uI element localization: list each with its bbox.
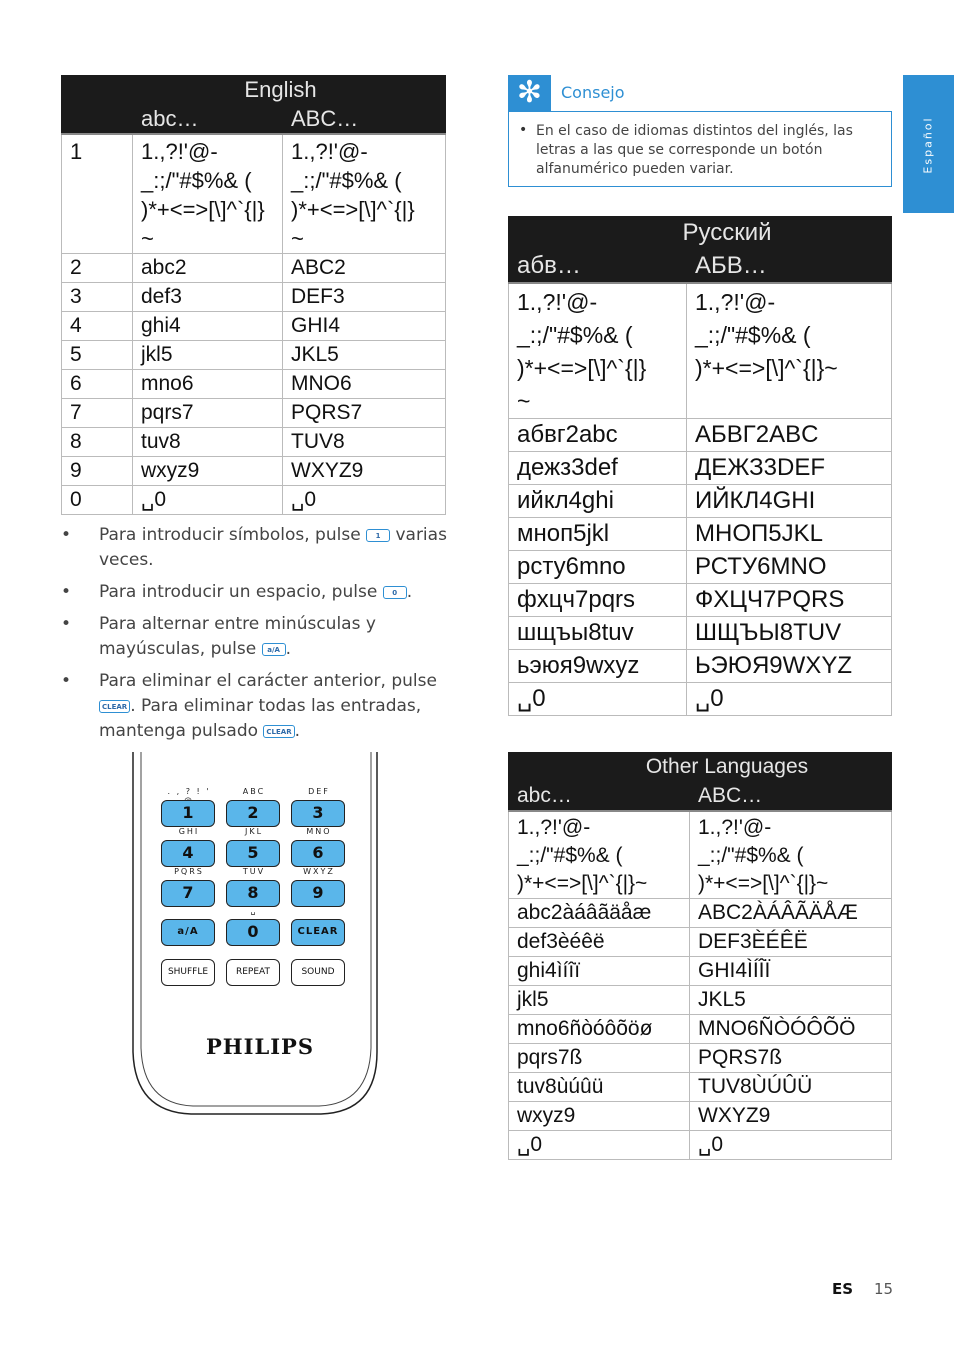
asterisk-icon: ✻: [508, 75, 551, 111]
header-upper: ABC…: [283, 105, 446, 135]
other-languages-key-table: [508, 752, 892, 1160]
instructions-list: [61, 523, 451, 751]
upper-cell: АБВГ2ABC: [687, 419, 892, 452]
upper-cell: GHI4ÌÍÎÏ: [690, 957, 892, 986]
key-letters-label: ABC: [242, 787, 266, 796]
remote-key-4-button: 4: [161, 840, 215, 867]
remote-key: [161, 906, 217, 948]
table-title: Other Languages: [509, 753, 892, 782]
remote-key: [291, 787, 347, 829]
table-row: [509, 419, 892, 452]
table-row: [509, 1131, 892, 1160]
table-row: [509, 1015, 892, 1044]
lower-cell: def3: [133, 283, 283, 312]
remote-key: [161, 827, 217, 869]
remote-key: [291, 827, 347, 869]
upper-cell: JKL5: [283, 341, 446, 370]
upper-cell: ␣0: [690, 1131, 892, 1160]
lower-cell: ghi4ìíîï: [509, 957, 690, 986]
upper-cell: ШЩЪЫ8TUV: [687, 617, 892, 650]
upper-cell: ␣0: [687, 683, 892, 716]
table-row: [62, 399, 446, 428]
upper-cell: МНОП5JKL: [687, 518, 892, 551]
key-letters-label: GHI: [178, 827, 200, 836]
table-title: Русский: [509, 217, 892, 250]
remote-key: [161, 867, 217, 909]
remote-key-8-button: 8: [226, 880, 280, 907]
upper-cell: ФХЦЧ7PQRS: [687, 584, 892, 617]
key-letters-label: PQRS: [174, 867, 204, 876]
table-row: [509, 617, 892, 650]
upper-cell: JKL5: [690, 986, 892, 1015]
remote-key-clear-button: CLEAR: [291, 919, 345, 946]
bullet-text: Para eliminar el carácter anterior, pulse: [99, 671, 437, 691]
key-button-icon: CLEAR: [263, 725, 294, 738]
lower-cell: рсту6mno: [509, 551, 687, 584]
key-letters-label: JKL: [244, 827, 264, 836]
table-row: [509, 518, 892, 551]
remote-key-sound-button: SOUND: [291, 959, 345, 986]
remote-key-9-button: 9: [291, 880, 345, 907]
remote-key: [226, 946, 282, 988]
bullet-text: .: [406, 582, 413, 602]
lower-cell: абвг2abc: [509, 419, 687, 452]
upper-cell: GHI4: [283, 312, 446, 341]
lower-cell: tuv8: [133, 428, 283, 457]
lower-cell: ьэюя9wxyz: [509, 650, 687, 683]
key-letters-label: MNO: [306, 827, 332, 836]
key-cell: 1: [62, 134, 133, 254]
upper-cell: РСТУ6MNO: [687, 551, 892, 584]
lower-cell: pqrs7ß: [509, 1044, 690, 1073]
upper-cell: MNO6: [283, 370, 446, 399]
upper-cell: DEF3: [283, 283, 446, 312]
lower-cell: ийкл4ghi: [509, 485, 687, 518]
upper-cell: WXYZ9: [690, 1102, 892, 1131]
remote-key: [291, 906, 347, 948]
key-button-icon: 1: [366, 529, 390, 542]
table-row: [62, 254, 446, 283]
remote-key: [226, 787, 282, 829]
key-button-icon: 0: [383, 586, 407, 599]
symbol-upper-cell: 1.,?!'@- _:;/"#$%& ( )*+<=>[\]^`{|}~: [687, 283, 892, 419]
lower-cell: def3èéêë: [509, 928, 690, 957]
upper-cell: ЬЭЮЯ9WXYZ: [687, 650, 892, 683]
table-row: [62, 428, 446, 457]
key-cell: 3: [62, 283, 133, 312]
symbol-upper-cell: 1.,?!'@- _:;/"#$%& ( )*+<=>[\]^`{|}~: [690, 811, 892, 899]
table-row: [62, 312, 446, 341]
key-cell: 0: [62, 486, 133, 515]
table-row: [509, 1102, 892, 1131]
lower-cell: wxyz9: [133, 457, 283, 486]
table-row: [62, 341, 446, 370]
remote-key-aa-button: a/A: [161, 919, 215, 946]
list-item: [61, 523, 451, 573]
lower-cell: abc2: [133, 254, 283, 283]
upper-cell: ABC2: [283, 254, 446, 283]
table-row: [509, 584, 892, 617]
upper-cell: DEF3ÈÉÊË: [690, 928, 892, 957]
bullet-text: Para alternar entre minúsculas y mayúsculas, pulse: [99, 614, 376, 659]
table-row: [509, 650, 892, 683]
lower-cell: mno6ñòóôõöø: [509, 1015, 690, 1044]
lower-cell: ␣0: [509, 683, 687, 716]
side-tab-label: Español: [921, 116, 935, 174]
key-letters-label: WXYZ: [303, 867, 335, 876]
key-cell: 6: [62, 370, 133, 399]
key-letters-label: . , ? ! ': [167, 787, 211, 796]
lower-cell: шщъы8tuv: [509, 617, 687, 650]
lower-cell: мноп5jkl: [509, 518, 687, 551]
bullet-text: . Para eliminar todas las entradas, mantenga pulsado: [99, 696, 422, 741]
bullet-text: Para introducir un espacio, pulse: [99, 582, 383, 602]
bullet-icon: •: [61, 671, 72, 691]
tip-box: [508, 111, 892, 187]
upper-cell: PQRS7ß: [690, 1044, 892, 1073]
header-lower: абв…: [509, 250, 687, 284]
upper-cell: ␣0: [283, 486, 446, 515]
table-row: [62, 457, 446, 486]
key-button-icon: a/A: [262, 643, 286, 656]
table-row: [62, 370, 446, 399]
lower-cell: дежз3def: [509, 452, 687, 485]
symbol-lower-cell: 1.,?!'@- _:;/"#$%& ( )*+<=>[\]^`{|} ~: [133, 134, 283, 254]
lower-cell: abc2àáâãäåæ: [509, 899, 690, 928]
lower-cell: jkl5: [133, 341, 283, 370]
key-cell: 7: [62, 399, 133, 428]
lower-cell: ␣0: [133, 486, 283, 515]
lower-cell: mno6: [133, 370, 283, 399]
bullet-text: varias veces.: [99, 525, 447, 570]
remote-key-5-button: 5: [226, 840, 280, 867]
page-number: 15: [874, 1280, 894, 1298]
lower-cell: wxyz9: [509, 1102, 690, 1131]
key-cell: 2: [62, 254, 133, 283]
remote-key: [226, 906, 282, 948]
header-lower: abc…: [509, 782, 690, 812]
list-item: [61, 580, 451, 605]
remote-key: [291, 867, 347, 909]
tip-text: En el caso de idiomas distintos del inglés, las letras a las que se corresponde un botón alfanumérico pueden variar.: [536, 123, 853, 177]
language-code: ES: [832, 1280, 854, 1298]
header-key-cell: [62, 105, 133, 135]
bullet-text: Para introducir símbolos, pulse: [99, 525, 367, 545]
lower-cell: ghi4: [133, 312, 283, 341]
english-key-table: [61, 75, 446, 515]
key-cell: 5: [62, 341, 133, 370]
symbol-lower-cell: 1.,?!'@- _:;/"#$%& ( )*+<=>[\]^`{|}~: [509, 811, 690, 899]
upper-cell: ABC2ÀÁÂÃÄÅÆ: [690, 899, 892, 928]
remote-control-illustration: [131, 752, 379, 1117]
key-letters-label: TUV: [242, 867, 266, 876]
table-row: [509, 485, 892, 518]
remote-key: [226, 827, 282, 869]
upper-cell: MNO6ÑÒÓÔÕÖ: [690, 1015, 892, 1044]
remote-key-repeat-button: REPEAT: [226, 959, 280, 986]
upper-cell: ДЕЖЗ3DEF: [687, 452, 892, 485]
table-row: [62, 486, 446, 515]
bullet-text: .: [294, 721, 301, 741]
key-letters-label: DEF: [308, 787, 330, 796]
header-lower: abc…: [133, 105, 283, 135]
table-row: [509, 683, 892, 716]
table-title: English: [62, 76, 446, 105]
bullet-icon: •: [61, 525, 72, 545]
remote-key: [226, 867, 282, 909]
lower-cell: tuv8ùúûü: [509, 1073, 690, 1102]
list-item: [61, 612, 451, 662]
table-row: [509, 986, 892, 1015]
table-row: [509, 551, 892, 584]
remote-key-0-button: 0: [226, 919, 280, 946]
key-button-icon: CLEAR: [99, 700, 130, 713]
lower-cell: ␣0: [509, 1131, 690, 1160]
bullet-icon: •: [519, 122, 528, 138]
bullet-icon: •: [61, 614, 72, 634]
table-row: [509, 1073, 892, 1102]
bullet-text: .: [285, 639, 292, 659]
symbol-lower-cell: 1.,?!'@- _:;/"#$%& ( )*+<=>[\]^`{|} ~: [509, 283, 687, 419]
lower-cell: jkl5: [509, 986, 690, 1015]
remote-key: [161, 946, 217, 988]
upper-cell: TUV8ÙÚÛÜ: [690, 1073, 892, 1102]
remote-key-2-button: 2: [226, 800, 280, 827]
upper-cell: TUV8: [283, 428, 446, 457]
upper-cell: PQRS7: [283, 399, 446, 428]
remote-key-3-button: 3: [291, 800, 345, 827]
list-item: [61, 669, 451, 744]
key-cell: 4: [62, 312, 133, 341]
lower-cell: pqrs7: [133, 399, 283, 428]
table-row: [509, 1044, 892, 1073]
remote-key: [291, 946, 347, 988]
remote-key-6-button: 6: [291, 840, 345, 867]
bullet-icon: •: [61, 582, 72, 602]
table-row: [509, 899, 892, 928]
symbol-upper-cell: 1.,?!'@- _:;/"#$%& ( )*+<=>[\]^`{|} ~: [283, 134, 446, 254]
remote-key-7-button: 7: [161, 880, 215, 907]
header-upper: ABC…: [690, 782, 892, 812]
tip-title: Consejo: [561, 83, 625, 102]
upper-cell: WXYZ9: [283, 457, 446, 486]
table-row: [62, 283, 446, 312]
key-cell: 9: [62, 457, 133, 486]
key-letters-label: ␣: [250, 906, 258, 915]
key-cell: 8: [62, 428, 133, 457]
table-row: [509, 928, 892, 957]
lower-cell: фхцч7pqrs: [509, 584, 687, 617]
language-side-tab: [903, 75, 954, 213]
philips-logo: PHILIPS: [206, 1034, 315, 1059]
remote-key-shuffle-button: SHUFFLE: [161, 959, 215, 986]
upper-cell: ИЙКЛ4GHI: [687, 485, 892, 518]
table-row: [509, 452, 892, 485]
remote-key: [161, 787, 217, 829]
remote-key-1-button: 1: [161, 800, 215, 827]
russian-key-table: [508, 216, 892, 716]
table-row: [509, 957, 892, 986]
header-upper: АБВ…: [687, 250, 892, 284]
